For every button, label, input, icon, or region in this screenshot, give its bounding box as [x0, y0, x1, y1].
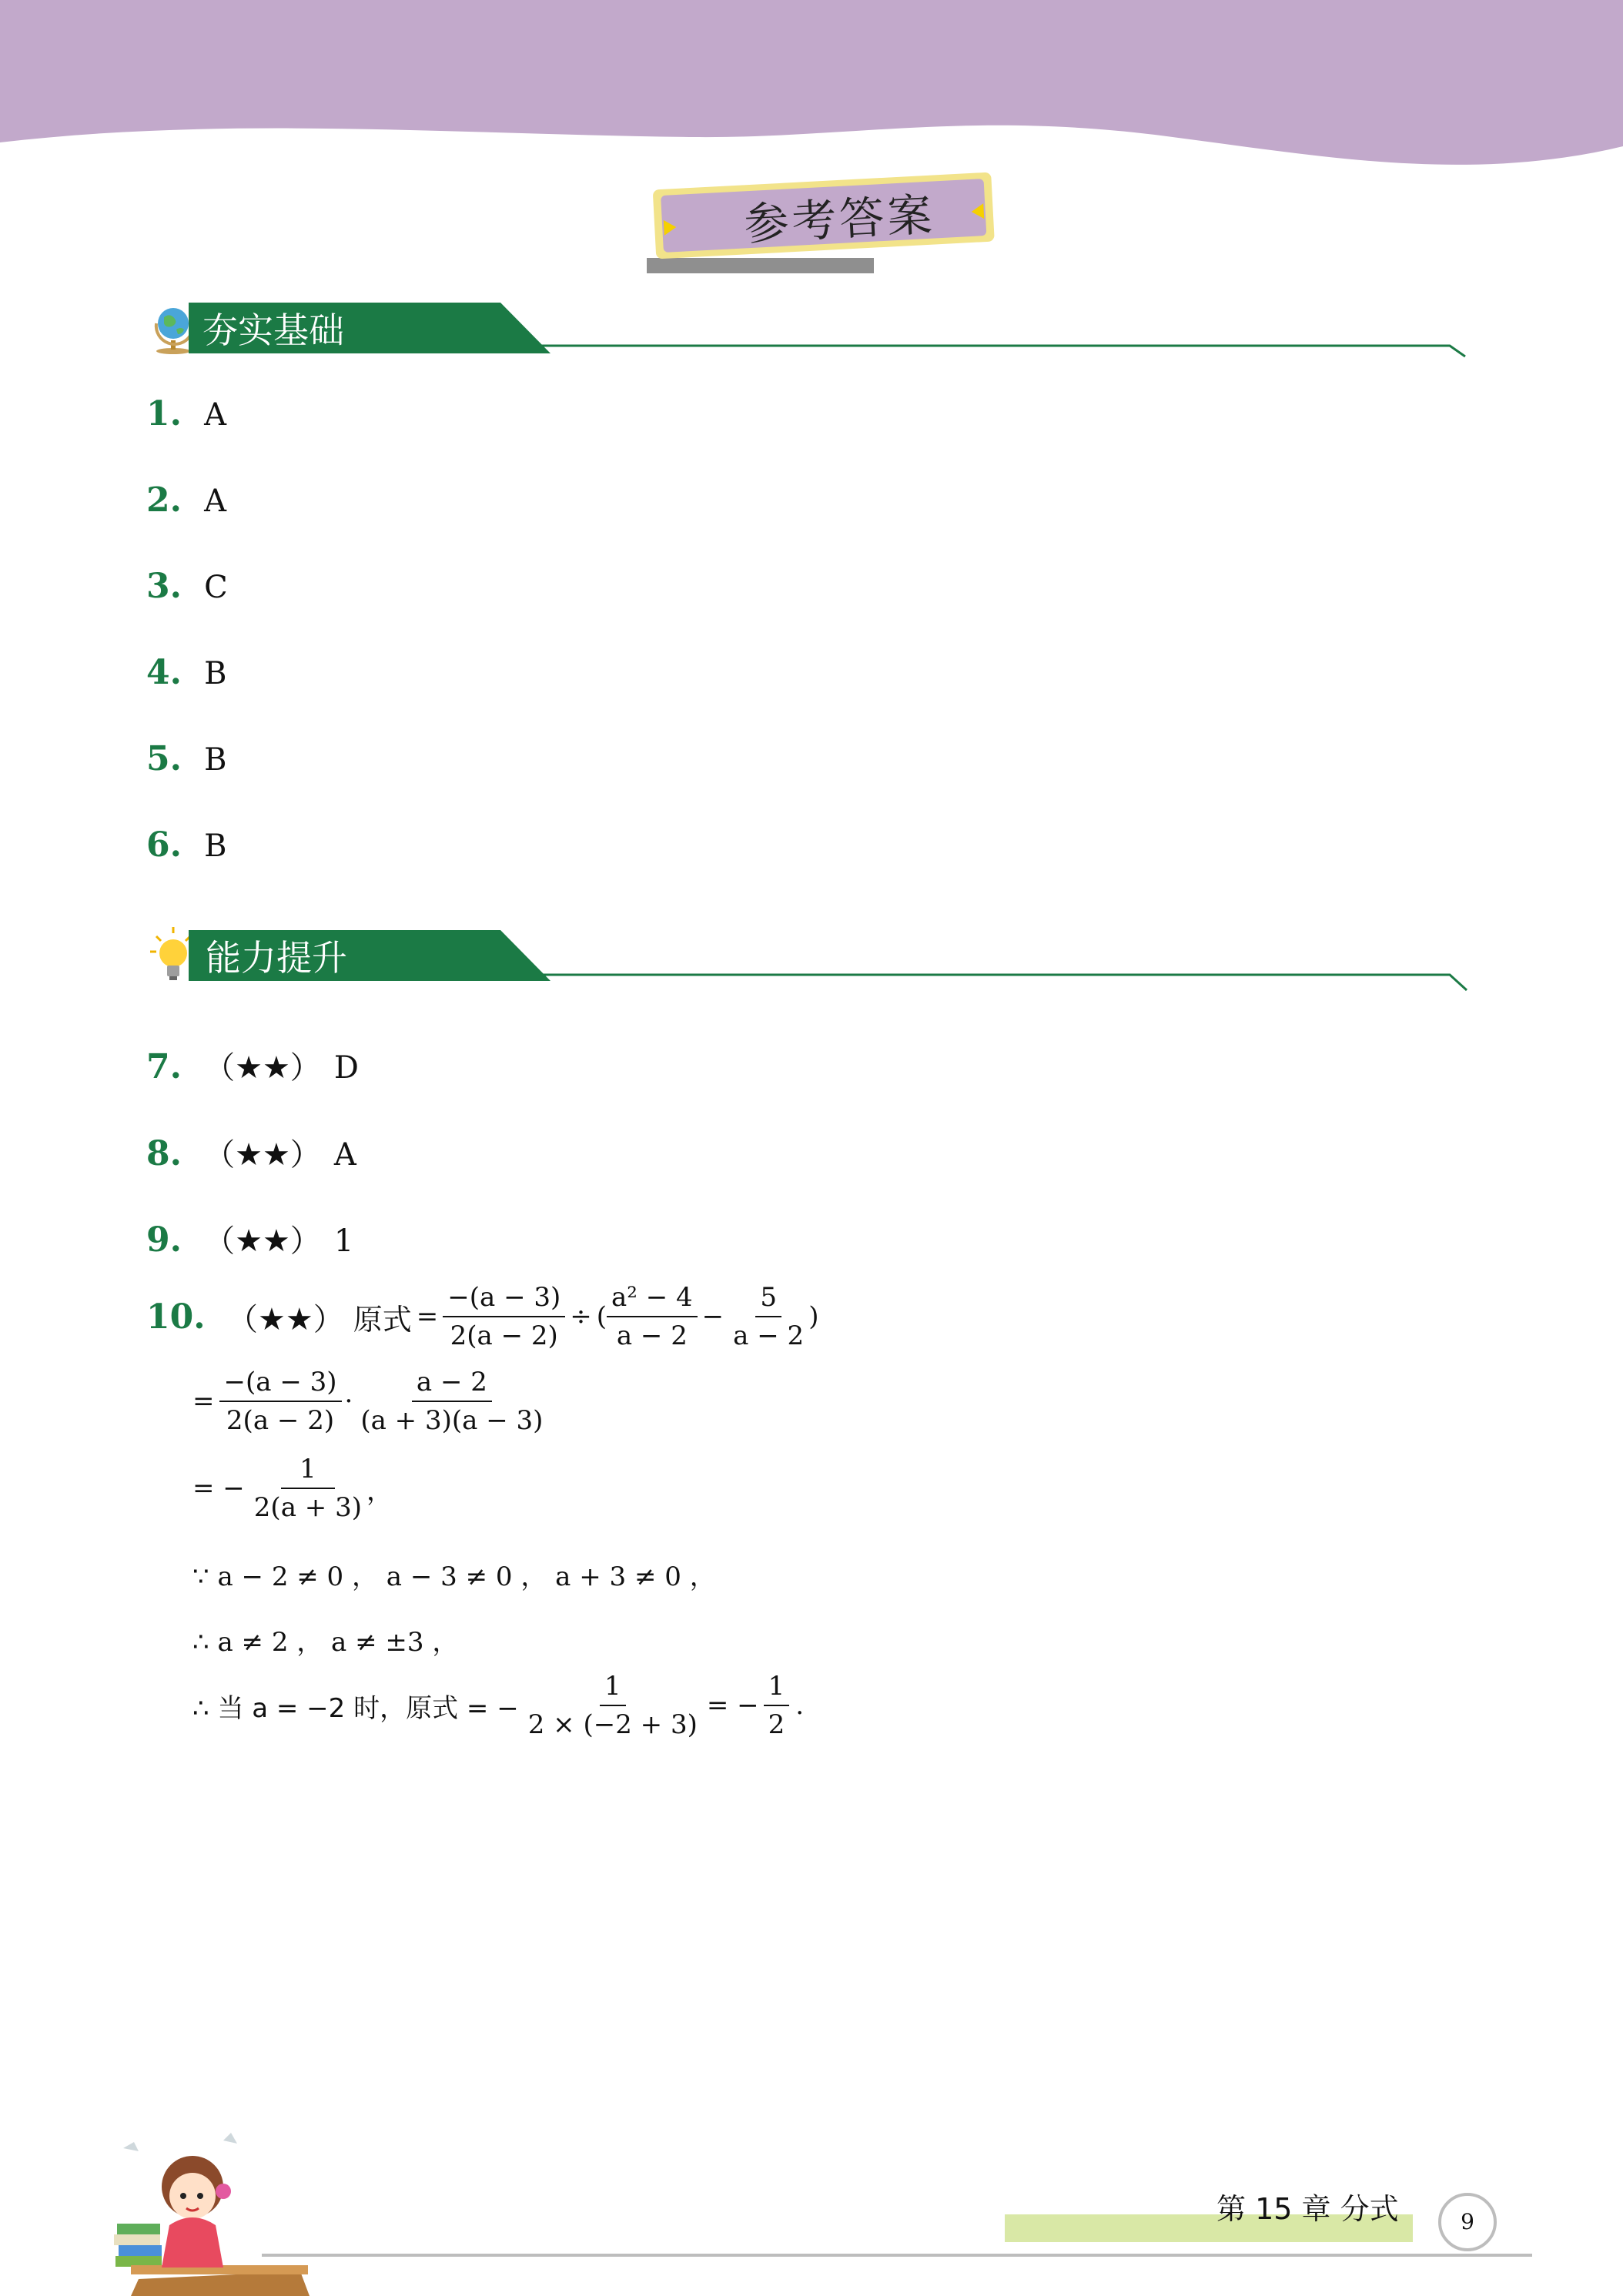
solution-line-5: ∴ a ≠ 2 ， a ≠ ±3 ，: [192, 1627, 459, 1658]
numerator: 5: [755, 1282, 781, 1317]
header-wave: [0, 0, 1623, 177]
page-number: 9: [1438, 2193, 1497, 2251]
denominator: 2 × (−2 + 3): [527, 1709, 698, 1740]
numerator: 1: [600, 1671, 626, 1706]
answer-row: [146, 825, 227, 872]
answer-value: D: [333, 1050, 359, 1086]
solution-line-6: [192, 1671, 804, 1740]
answer-value: B: [204, 656, 227, 691]
answer-value: 1: [333, 1223, 354, 1259]
question-number: 2.: [146, 480, 182, 520]
denominator: a − 2: [733, 1320, 805, 1351]
section-label: 夯实基础: [202, 310, 344, 351]
section-label: 能力提升: [206, 937, 347, 979]
fraction: [764, 1671, 790, 1740]
answer-value: A: [204, 397, 226, 433]
numerator: a² − 4: [607, 1282, 698, 1317]
answer-row: [146, 567, 228, 613]
numerator: −(a − 3): [443, 1282, 565, 1317]
section-header-basic: [150, 296, 1474, 358]
section-header-advanced: [150, 924, 1474, 986]
solution-line-1: [412, 1282, 819, 1351]
answer-row: [146, 653, 227, 699]
equals-sign: =: [416, 1301, 439, 1332]
section-rule: [437, 972, 1476, 992]
minus-sign: −: [701, 1301, 724, 1332]
answer-row: [146, 1130, 356, 1176]
answer-value: C: [204, 570, 228, 605]
footer-chapter-title: 第 15 章 分式: [1216, 2192, 1399, 2226]
multiply-dot: ·: [344, 1386, 353, 1417]
fraction: [524, 1671, 702, 1740]
fraction: [219, 1367, 342, 1436]
question-number: 10.: [146, 1297, 206, 1337]
numerator: a − 2: [412, 1367, 492, 1402]
open-paren: (: [596, 1301, 607, 1332]
solution-line-4: ∵ a − 2 ≠ 0 ， a − 3 ≠ 0 ， a + 3 ≠ 0 ，: [192, 1561, 716, 1592]
answer-row: [146, 739, 227, 785]
difficulty-stars: （★★）: [227, 1301, 344, 1337]
numerator: −(a − 3): [219, 1367, 342, 1402]
close-paren: ): [808, 1301, 819, 1332]
question-number: 7.: [146, 1047, 182, 1086]
denominator: 2(a − 2): [450, 1320, 558, 1351]
answer-value: B: [204, 828, 227, 864]
numerator: 1: [281, 1454, 335, 1489]
question-number: 1.: [146, 394, 182, 433]
numerator: 1: [764, 1671, 790, 1706]
answer-row: [146, 480, 226, 527]
difficulty-stars: （★★）: [204, 1050, 321, 1086]
comma: ，: [366, 1475, 393, 1507]
fraction: [728, 1282, 808, 1351]
question-number: 4.: [146, 653, 182, 692]
fraction: [607, 1282, 698, 1351]
answer-value: A: [204, 484, 226, 519]
period: .: [795, 1690, 805, 1721]
divide-sign: ÷: [570, 1301, 592, 1332]
conclusion-text: ∴ 当 a = −2 时，原式 = −: [192, 1692, 519, 1724]
solution-lead: 原式: [353, 1302, 412, 1337]
equals-sign: =: [192, 1386, 215, 1417]
question-number: 9.: [146, 1220, 182, 1260]
answer-row: [146, 1043, 359, 1089]
fraction: [443, 1282, 565, 1351]
solution-line-3: [192, 1454, 393, 1523]
question-number: 3.: [146, 567, 182, 606]
answer-row-q10: [146, 1278, 818, 1355]
page-title: 参考答案: [742, 188, 936, 251]
denominator: (a + 3)(a − 3): [360, 1405, 544, 1436]
solution-line-2: [192, 1367, 547, 1436]
denominator: 2(a − 2): [226, 1405, 335, 1436]
equals-minus: = −: [192, 1473, 245, 1504]
denominator: 2: [768, 1709, 785, 1740]
student-mascot-illustration: [108, 2125, 323, 2296]
fraction: [356, 1367, 547, 1436]
fraction: [249, 1454, 366, 1523]
footer-rule: [262, 2254, 1532, 2257]
section-rule: [435, 343, 1474, 358]
answer-row: [146, 394, 226, 440]
answer-value: B: [204, 742, 227, 778]
answer-row: [146, 1217, 353, 1263]
question-number: 5.: [146, 739, 182, 778]
difficulty-stars: （★★）: [204, 1223, 321, 1259]
question-number: 6.: [146, 825, 182, 865]
answer-value: A: [333, 1137, 356, 1173]
difficulty-stars: （★★）: [204, 1137, 321, 1173]
question-number: 8.: [146, 1134, 182, 1173]
equals-minus: = −: [706, 1690, 759, 1721]
denominator: 2(a + 3): [253, 1492, 362, 1523]
denominator: a − 2: [616, 1320, 688, 1351]
